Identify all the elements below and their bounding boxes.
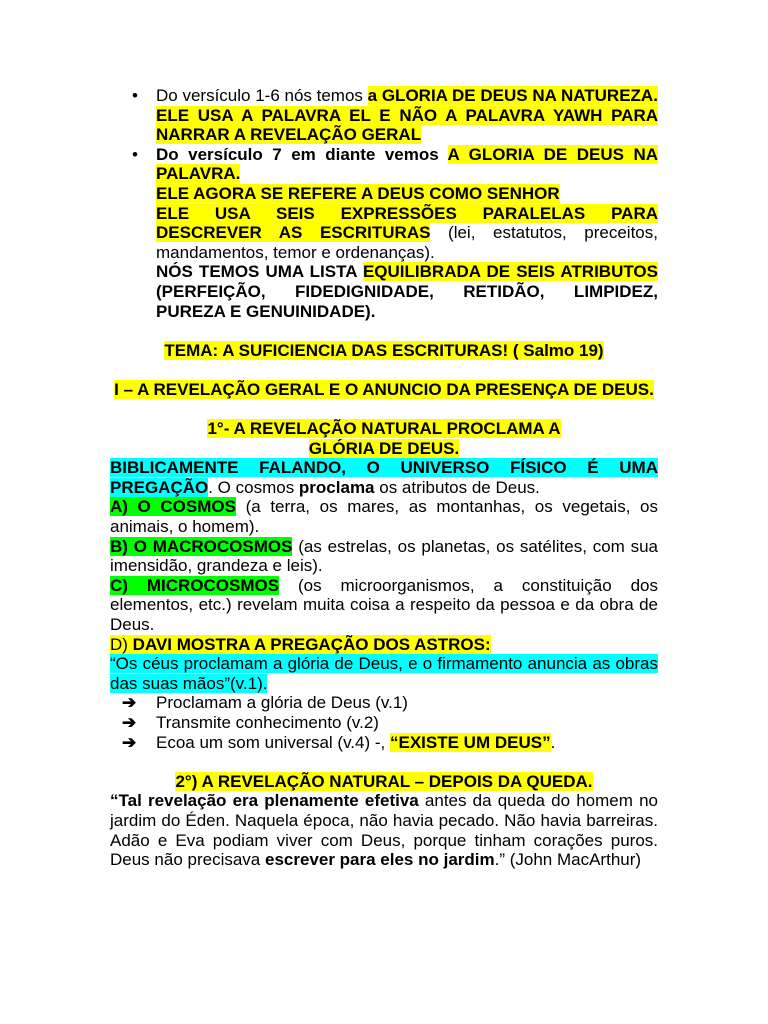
bullet-icon: •: [132, 144, 138, 164]
arrow-item: [110, 733, 658, 753]
item-paragraph: [110, 576, 658, 635]
bullet-icon: •: [132, 86, 138, 105]
bullet-text: (PERFEIÇÃO, FIDEDIGNIDADE, RETIDÃO, LIMPIDEZ, PUREZA E GENUINIDADE).: [156, 281, 658, 321]
item-paragraph: [110, 537, 658, 576]
arrow-right-icon: ➔: [122, 732, 137, 752]
item-prefix: D): [110, 634, 133, 654]
bullet-item: [110, 86, 658, 145]
quote-paragraph: [110, 654, 658, 693]
highlight-text: ELE USA SEIS EXPRESSÕES PARALELAS PARA DESCREVER AS ESCRITURAS: [156, 203, 658, 243]
item-label: C) MICROCOSMOS: [110, 575, 280, 595]
subsection-text: 2°) A REVELAÇÃO NATURAL – DEPOIS DA QUEDA.: [175, 771, 593, 791]
item-text: (as estrelas, os planetas, os satélites, com sua imensidão, grandeza e leis).: [110, 536, 659, 576]
arrow-item: [110, 693, 658, 713]
arrow-text: Ecoa um som universal (v.4) -,: [156, 732, 390, 752]
bullet-item: [110, 145, 658, 321]
bold-text: proclama: [298, 477, 375, 497]
section-heading: [110, 380, 658, 400]
theme-text: TEMA: A SUFICIENCIA DAS ESCRITURAS! ( Salmo 19): [164, 340, 604, 360]
bullet-line: [156, 106, 658, 145]
highlight-text: ELE AGORA SE REFERE A DEUS COMO SENHOR: [156, 183, 560, 203]
arrow-text: Transmite conhecimento (v.2): [156, 713, 379, 732]
bullet-text: Do versículo 7 em diante vemos: [156, 144, 448, 164]
bold-text: “Tal revelação era plenamente efetiva: [110, 791, 419, 811]
document-page: [110, 86, 658, 870]
highlight-text: a GLORIA DE DEUS NA NATUREZA.: [367, 86, 658, 105]
bullet-line: [156, 145, 658, 184]
bullet-line: [156, 184, 658, 204]
arrow-right-icon: ➔: [122, 693, 137, 713]
bullet-line: [156, 86, 658, 106]
item-label: DAVI MOSTRA A PREGAÇÃO DOS ASTROS:: [132, 634, 491, 654]
item-text: (os microorganismos, a constituição dos elementos, etc.) revelam muita coisa a respeito da pessoa e da obra de Deus.: [110, 575, 658, 635]
quote-end: .: [262, 673, 268, 693]
highlight-text: A GLORIA DE DEUS NA PALAVRA.: [156, 144, 659, 184]
highlight-text: BIBLICAMENTE FALANDO, O UNIVERSO FÍSICO É UMA PREGAÇÃO: [110, 458, 658, 497]
body-text: antes da queda do homem no jardim do Éden. Naquela época, não havia pecado. Não havia barreiras. Adão e Eva podiam viver com Deus, porque tinham corações puros. Deus não precisava: [110, 791, 658, 870]
subsection-heading: [110, 772, 658, 792]
item-label: A) O COSMOS: [110, 497, 236, 517]
bullet-text: Do versículo 1-6 nós temos: [156, 86, 368, 105]
bullet-line: [156, 262, 658, 321]
highlight-text: ELE USA A PALAVRA EL E NÃO A PALAVRA YAWH PARA NARRAR A REVELAÇÃO GERAL: [156, 105, 658, 145]
intro-paragraph: [110, 458, 658, 497]
arrow-list: [110, 693, 658, 752]
section-text: I – A REVELAÇÃO GERAL E O ANUNCIO DA PRESENÇA DE DEUS.: [114, 379, 654, 399]
body-text: os atributos de Deus.: [374, 477, 540, 497]
quote-ref: (v.1): [230, 673, 263, 693]
theme-heading: [110, 341, 658, 361]
bold-text: escrever para eles no jardim: [264, 850, 495, 870]
arrow-text: Proclamam a glória de Deus (v.1): [156, 693, 408, 713]
arrow-item: [110, 713, 658, 733]
arrow-text: .: [550, 732, 556, 752]
subsection-heading: [110, 419, 658, 458]
item-text: (a terra, os mares, as montanhas, os vegetais, os animais, o homem).: [110, 497, 658, 537]
highlight-text: EQUILIBRADA DE SEIS ATRIBUTOS: [362, 262, 658, 282]
subsection-text: 1°- A REVELAÇÃO NATURAL PROCLAMA A GLÓRIA DE DEUS.: [207, 419, 561, 458]
quote-text: “Os céus proclamam a glória de Deus, e o firmamento anuncia as obras das suas mãos”: [110, 654, 658, 693]
highlight-text: “EXISTE UM DEUS”: [389, 732, 551, 752]
item-label: B) O MACROCOSMOS: [110, 536, 293, 556]
final-paragraph: [110, 791, 658, 869]
bullet-text: NÓS TEMOS UMA LISTA: [156, 262, 363, 282]
item-paragraph: [110, 497, 658, 536]
bullet-list: [110, 86, 658, 321]
bullet-text: (lei, estatutos, preceitos, mandamentos, temor e ordenanças).: [156, 223, 658, 262]
body-text: . O cosmos: [208, 477, 299, 497]
item-paragraph: [110, 635, 658, 655]
arrow-right-icon: ➔: [122, 713, 137, 732]
body-text: .” (John MacArthur): [494, 850, 642, 870]
bullet-line: [156, 204, 658, 263]
